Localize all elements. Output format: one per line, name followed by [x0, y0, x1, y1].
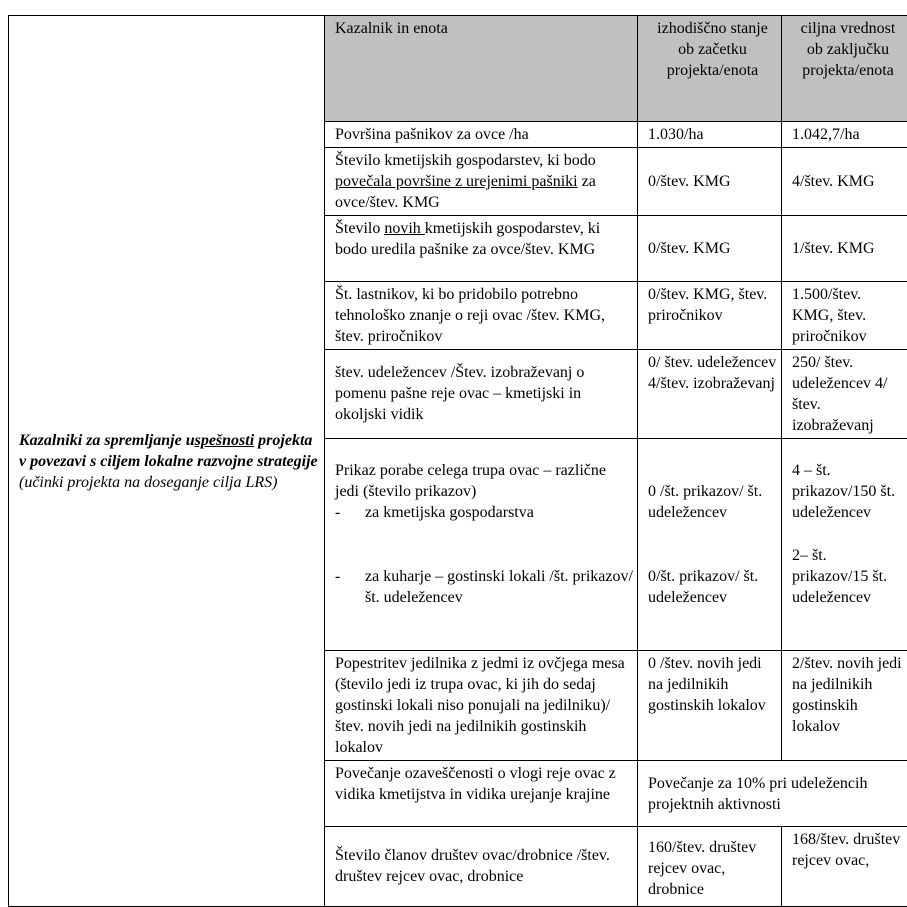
cell-indicator	[325, 439, 638, 651]
cell-target: 250/ štev. udeležencev 4/štev. izobraževanj	[782, 350, 907, 439]
caption-bold-2: projekta v povezavi s ciljem lokalne razvojne strategije	[19, 432, 318, 470]
cell-baseline: 0/štev. KMG	[638, 148, 782, 216]
cell-indicator: štev. udeležencev /Štev. izobraževanj o pomenu pašne reje ovac – kmetijski in okoljski vidik	[325, 350, 638, 439]
header-baseline: izhodiščno stanje ob začetku projekta/enota	[638, 16, 782, 122]
cell-target	[782, 439, 907, 651]
cell-indicator: Površina pašnikov za ovce /ha	[325, 122, 638, 148]
text-part: Število	[335, 220, 384, 237]
cell-indicator: Število članov društev ovac/drobnice /štev. društev rejcev ovac, drobnice	[325, 827, 638, 907]
header-target: ciljna vrednost ob zaključku projekta/enota	[782, 16, 907, 122]
text-part: 4 – št. prikazov/150 št. udeležencev	[792, 460, 904, 523]
text-underlined: novih	[384, 220, 424, 237]
caption-bold-1: Kazalniki za spremljanje u	[19, 432, 195, 449]
cell-indicator	[325, 216, 638, 282]
cell-target: 1.042,7/ha	[782, 122, 907, 148]
cell-target: 168/štev. društev rejcev ovac,	[782, 827, 907, 907]
cell-indicator	[325, 148, 638, 216]
header-indicator: Kazalnik in enota	[325, 16, 638, 122]
text-part: 0/št. prikazov/ št. udeležencev	[648, 566, 777, 608]
list-item	[335, 502, 633, 523]
cell-target: 1.500/štev. KMG, štev. priročnikov	[782, 282, 907, 350]
indicator-table	[8, 15, 907, 907]
cell-baseline: 0/štev. KMG, štev. priročnikov	[638, 282, 782, 350]
list-item	[335, 566, 633, 608]
text-part: Število kmetijskih gospodarstev, ki bodo	[335, 152, 596, 169]
cell-indicator: Povečanje ozaveščenosti o vlogi reje ovac z vidika kmetijstva in vidika urejanje krajine	[325, 761, 638, 827]
text-part: 0 /št. prikazov/ št. udeležencev	[648, 481, 777, 523]
text-underlined: povečala površine z urejenimi pašniki	[335, 173, 578, 190]
cell-baseline: 160/štev. društev rejcev ovac, drobnice	[638, 827, 782, 907]
text-part: Prikaz porabe celega trupa ovac – različne jedi (število prikazov)	[335, 460, 633, 502]
cell-target: 2/štev. novih jedi na jedilnikih gostinskih lokalov	[782, 651, 907, 761]
dash-bullet: -	[335, 566, 365, 608]
cell-merged-value: Povečanje za 10% pri udeležencih projektnih aktivnosti	[638, 761, 907, 827]
caption-bold-underlined: spešnosti	[195, 432, 255, 449]
table-header-row	[9, 16, 907, 122]
list-item-text: za kmetijska gospodarstva	[365, 502, 534, 523]
cell-baseline: 0/štev. KMG	[638, 216, 782, 282]
cell-baseline	[638, 439, 782, 651]
text-part: 2– št. prikazov/15 št. udeležencev	[792, 545, 904, 608]
caption-plain: (učinki projekta na doseganje cilja LRS)	[19, 474, 277, 491]
cell-baseline: 0/ štev. udeležencev 4/štev. izobraževanj	[638, 350, 782, 439]
text-part: kmetijskih gospodarstev, ki bodo uredila pašnike za ovce/štev. KMG	[335, 220, 600, 258]
list-item-text: za kuharje – gostinski lokali /št. prikazov/ št. udeležencev	[365, 566, 633, 608]
text-part: za ovce/štev. KMG	[335, 173, 596, 211]
cell-indicator: Popestritev jedilnika z jedmi iz ovčjega mesa (število jedi iz trupa ovac, ki jih do sedaj gostinski lokali niso ponujali na jedilniku)/ štev. novih jedi na jedilnikih gostinskih lokalov	[325, 651, 638, 761]
dash-bullet: -	[335, 502, 365, 523]
cell-indicator: Št. lastnikov, ki bo pridobilo potrebno tehnološko znanje o reji ovac /štev. KMG, štev. priročnikov	[325, 282, 638, 350]
cell-target: 4/štev. KMG	[782, 148, 907, 216]
left-caption-cell	[9, 16, 325, 907]
cell-target: 1/štev. KMG	[782, 216, 907, 282]
cell-baseline: 1.030/ha	[638, 122, 782, 148]
cell-baseline: 0 /štev. novih jedi na jedilnikih gostinskih lokalov	[638, 651, 782, 761]
